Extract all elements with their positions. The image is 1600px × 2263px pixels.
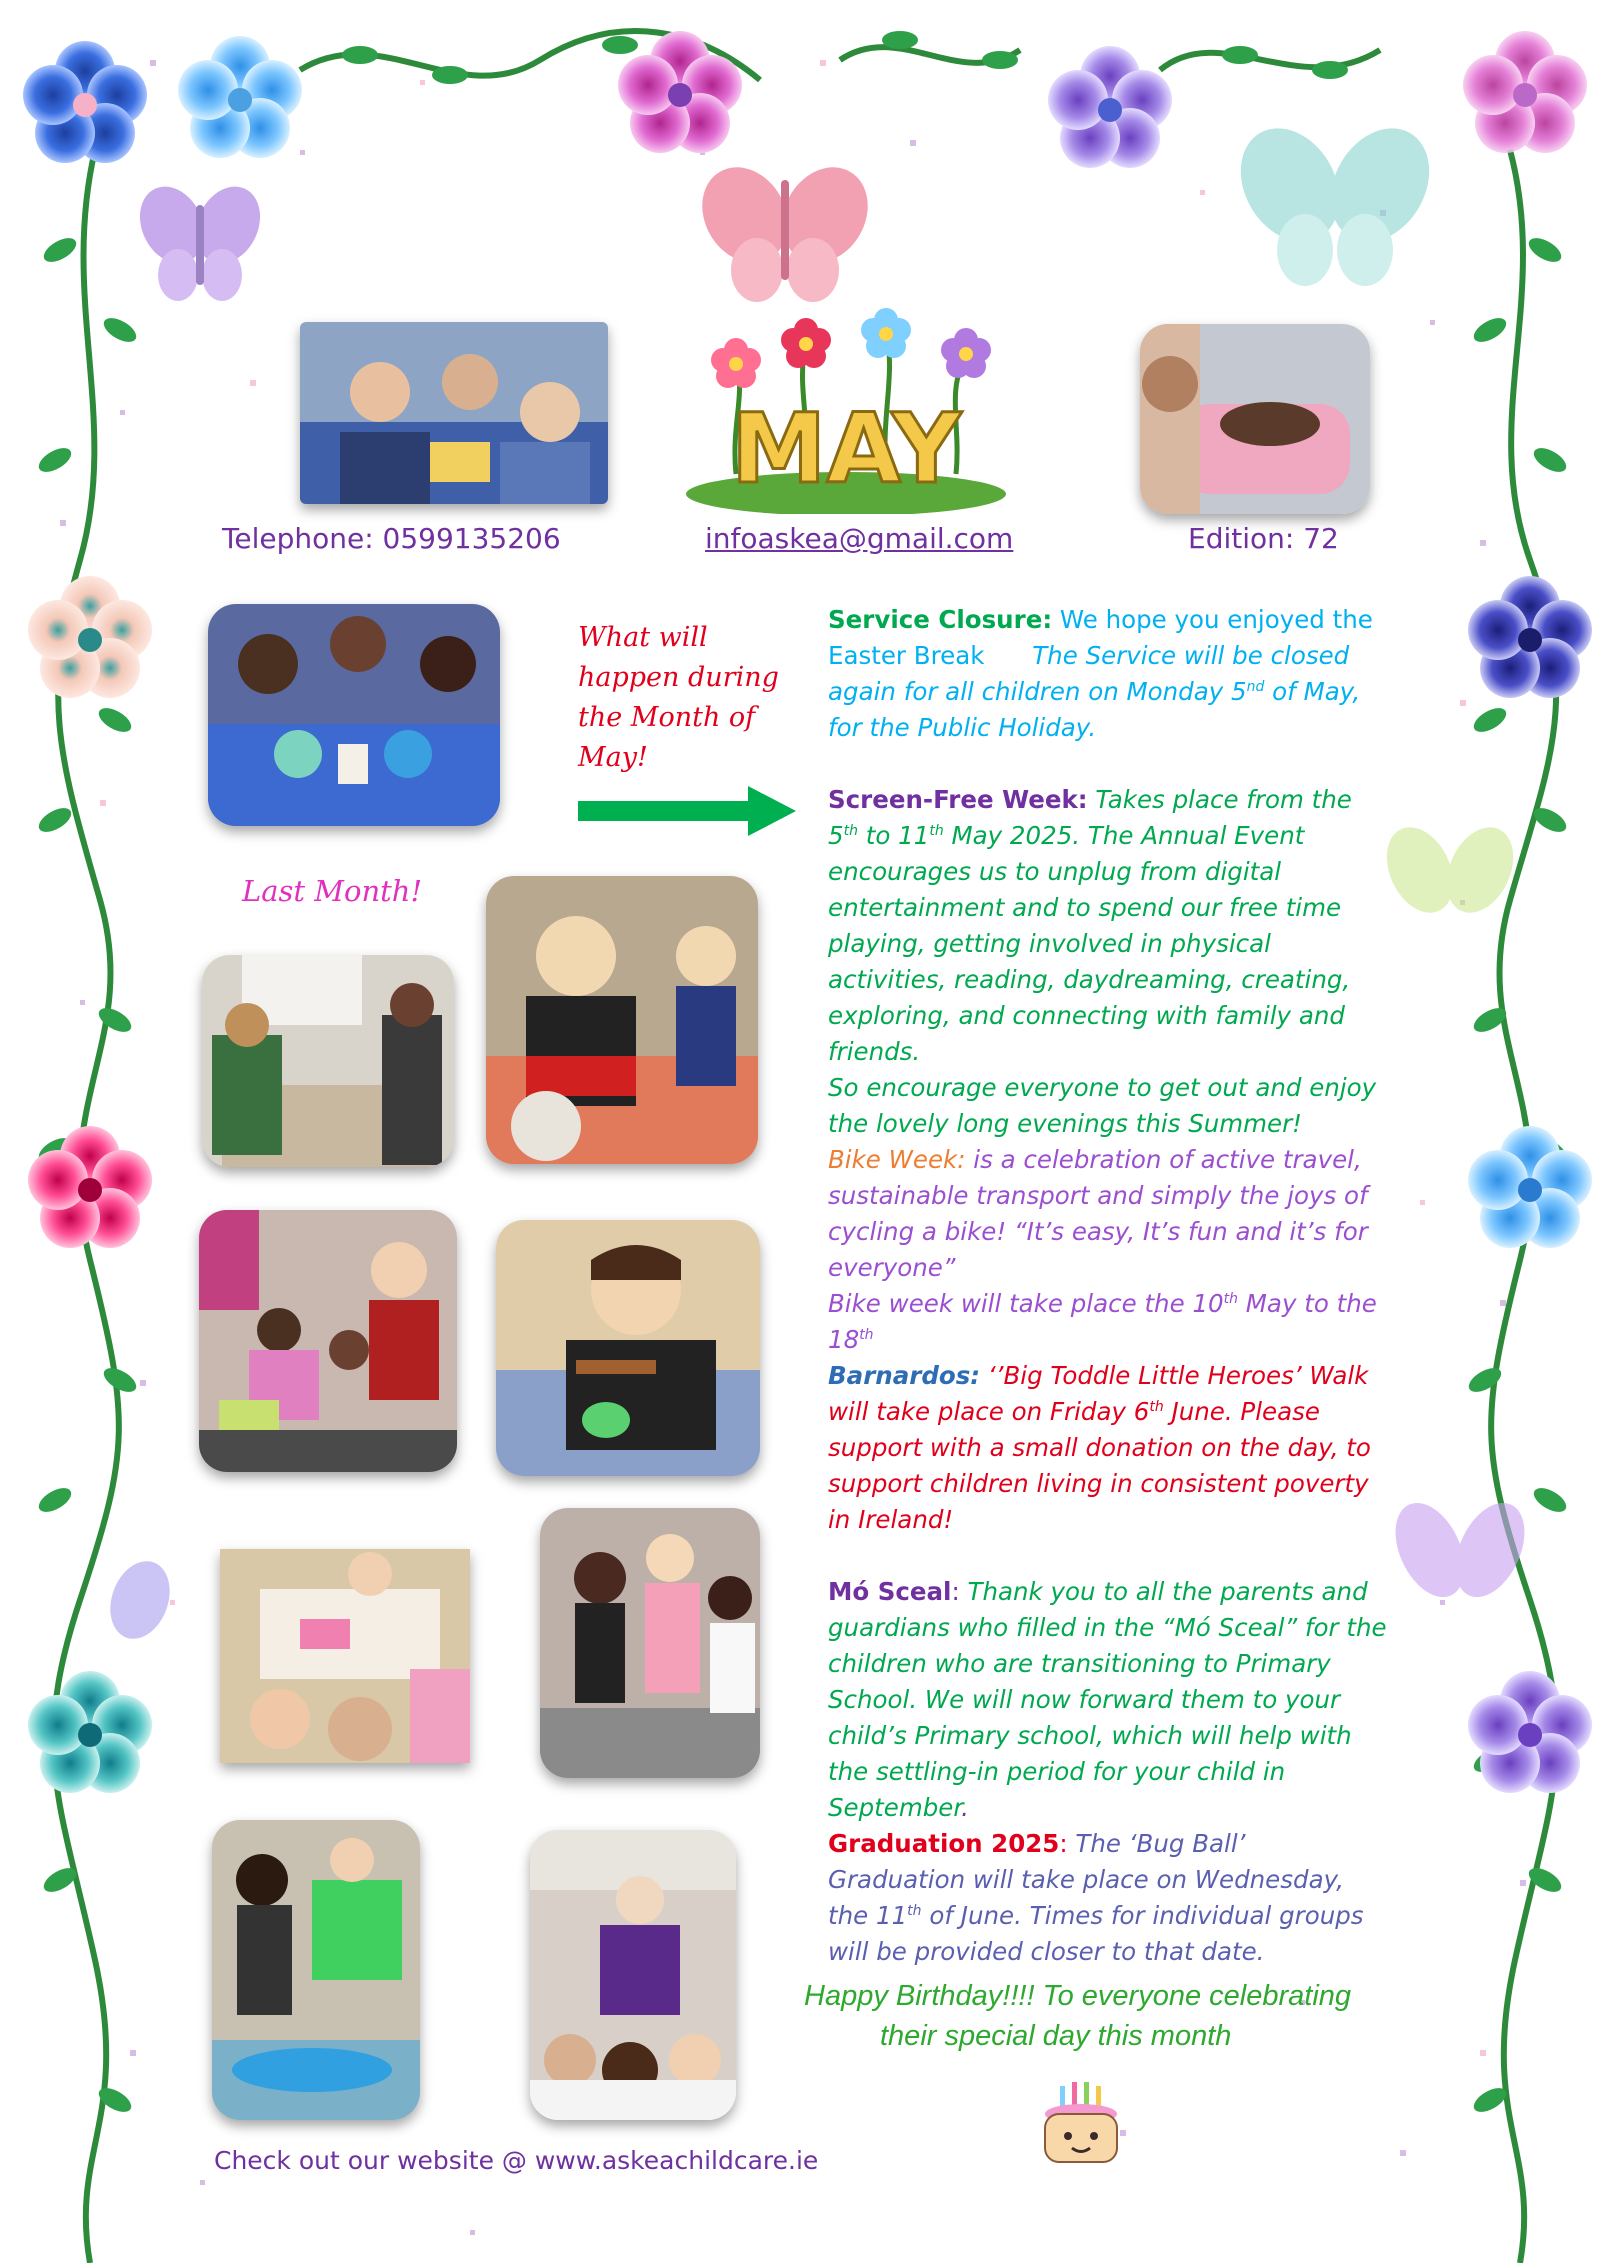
graduation-section (828, 1826, 1388, 1970)
barnardos-section (828, 1358, 1388, 1538)
newsletter-content (828, 602, 1388, 1970)
photo-child-with-drum (486, 876, 758, 1164)
bike-week-sup-2: th (859, 1326, 874, 1343)
graduation-sup: th (907, 1902, 922, 1919)
service-closure-heading: Service Closure: (828, 605, 1053, 634)
service-closure-text-2: The Service will be closed again for all children on Monday 5 (828, 641, 1350, 706)
mo-sceal-heading: Mó Sceal (828, 1577, 952, 1606)
email-link[interactable]: infoaskea@gmail.com (705, 522, 1014, 555)
photo-storytime-teacher (530, 1830, 736, 2120)
screen-free-text-1: Takes place from the 5 (828, 785, 1352, 850)
mo-sceal-text: Thank you to all the parents and guardians who filled in the “Mó Sceal” for the children who are transitioning to Primary School. We will now forward them to your child’s Primary school, which will help with the settling-in period for your child in September (828, 1577, 1387, 1822)
mo-sceal-colon: : (951, 1577, 960, 1606)
screen-free-section (828, 782, 1388, 1070)
bike-week-text-2: Bike week will take place the 10 (828, 1289, 1224, 1318)
photo-children-dancing (540, 1508, 760, 1778)
screen-free-heading: Screen-Free Week: (828, 785, 1088, 814)
screen-free-sup-2: th (929, 822, 944, 839)
barnardos-text-2: June. Please support with a small donation on the day, to support children living in consistent poverty in Ireland! (828, 1397, 1371, 1534)
may-title: MAY (730, 393, 962, 505)
graduation-heading: Graduation 2025 (828, 1829, 1060, 1858)
photo-children-on-floor (199, 1210, 457, 1472)
service-closure-text-3: of May, for the Public Holiday. (828, 677, 1361, 742)
graduation-text-1: The ‘Bug Ball’ Graduation will take place on Wednesday, the 11 (828, 1829, 1344, 1930)
service-closure-section (828, 602, 1388, 746)
bike-week-text-3: May to the 18 (828, 1289, 1377, 1354)
month-intro-note: What will happen during the Month of May! (578, 622, 779, 773)
bike-week-dates (828, 1286, 1388, 1358)
bike-week-section (828, 1142, 1388, 1286)
screen-free-encourage: So encourage everyone to get out and enjoy the lovely long evenings this Summer! (828, 1073, 1377, 1138)
screen-free-text-3: May 2025. The Annual Event encourages us to unplug from digital entertainment and to spend our free time playing, getting involved in physical activities, reading, daydreaming, creating, exploring, and connecting with family and friends. (828, 821, 1351, 1066)
photo-children-craft-table (202, 955, 454, 1167)
edition-number: Edition: 72 (1188, 522, 1339, 555)
birthday-line-2: their special day this month (880, 2020, 1232, 2052)
screen-free-sup-1: th (843, 822, 858, 839)
graduation-text-2: of June. Times for individual groups will be provided closer to that date. (828, 1901, 1364, 1966)
service-closure-sup: nd (1246, 678, 1265, 695)
telephone: Telephone: 0599135206 (222, 522, 561, 555)
photo-children-balance-board (212, 1820, 420, 2120)
website-link[interactable]: Check out our website @ www.askeachildcare.ie (214, 2146, 819, 2175)
screen-free-text-2: to 11 (857, 821, 930, 850)
mo-sceal-section (828, 1574, 1388, 1826)
graduation-colon: : (1059, 1829, 1068, 1858)
barnardos-heading: Barnardos: (828, 1361, 981, 1390)
header-photo-children-table (300, 322, 608, 504)
bike-week-heading: Bike Week: (828, 1145, 966, 1174)
barnardos-text-1: ‘’Big Toddle Little Heroes’ Walk will take place on Friday 6 (828, 1361, 1369, 1426)
bike-week-text-1: is a celebration of active travel, sustainable transport and simply the joys of cycling a bike! “It’s easy, It’s fun and it’s for everyone” (828, 1145, 1368, 1282)
bike-week-sup-1: th (1223, 1290, 1238, 1307)
mo-sceal-period: . (961, 1793, 969, 1822)
header-photo-doll-bath (1140, 324, 1370, 514)
photo-children-painting-balloons (208, 604, 500, 826)
photo-child-with-hammer (496, 1220, 760, 1476)
may-title-graphic (676, 304, 1016, 514)
birthday-line-1: Happy Birthday!!!! To everyone celebrating (804, 1980, 1352, 2012)
photo-children-pink-craft (220, 1549, 470, 1763)
last-month-label: Last Month! (242, 874, 423, 908)
birthday-cake-icon (1040, 2080, 1122, 2170)
service-closure-text-1: We hope you enjoyed the Easter Break (828, 605, 1373, 670)
barnardos-sup: th (1149, 1398, 1164, 1415)
arrow-right-icon (578, 786, 796, 836)
